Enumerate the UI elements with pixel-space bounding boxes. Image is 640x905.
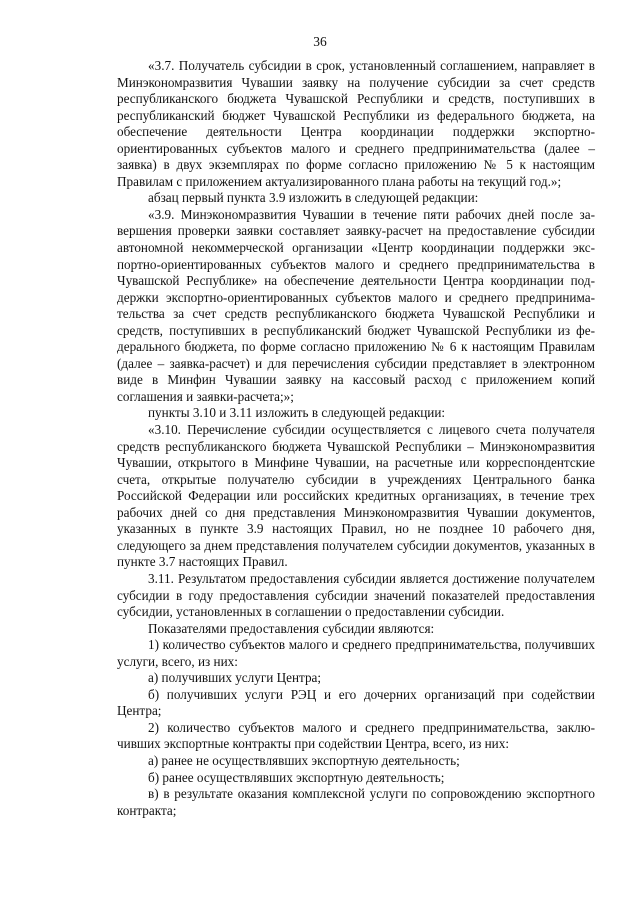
list-item-1: 1) количество субъектов малого и среднего предпринимательства, получивших услуги, всего, из них:	[117, 637, 595, 669]
list-item-1b: б) получивших услуги РЭЦ и его дочерних организаций при содействии Центра;	[117, 686, 595, 719]
list-item-2v: в) в результате оказания комплексной услуги по сопровождению экспортного контракта;	[117, 786, 595, 818]
paragraph-3-11: 3.11. Результатом предоставления субсидии является достижение получателем субсидии в году предоставления субсидии значений показателей предоставления субсидии, установленных в соглашении о предоставлении субсидии.	[117, 570, 595, 620]
document-body	[117, 58, 595, 819]
page-number: 36	[313, 34, 327, 49]
paragraph-amendment-3-9: абзац первый пункта 3.9 изложить в следующей редакции:	[148, 190, 479, 206]
paragraph-indicators-intro: Показателями предоставления субсидии являются:	[148, 620, 435, 636]
paragraph-3-9: «3.9. Минэкономразвития Чувашии в течение пяти рабочих дней после завершения проверки заявки составляет заявку-расчет на предоставление субсидии автономной некоммерческой организации «Центр координации поддержки экспортно-ориентированных субъектов малого и среднего предпринимательства в Чувашской Республике» на обеспечение деятельности Центра координации поддержки экспортно-ориентированных субъектов малого и среднего предпринимательства за счет средств республиканского бюджета Чувашской Республики и средств, поступивших в республиканский бюджет Чувашской Республики из федерального бюджета, по форме согласно приложению № 6 к настоящим Правилам (далее – заявка-расчет) и для перечисления субсидии представляет в электронном виде в Минфин Чувашии заявку на кассовый расход с приложением копий соглашения и заявки-расчета;»;	[117, 206, 595, 404]
list-item-1a: а) получивших услуги Центра;	[148, 670, 322, 686]
list-item-2b: б) ранее осуществлявших экспортную деятельность;	[148, 769, 445, 785]
list-item-2a: а) ранее не осуществлявших экспортную деятельность;	[148, 752, 460, 768]
paragraph-amendment-3-10-3-11: пункты 3.10 и 3.11 изложить в следующей редакции:	[148, 405, 446, 421]
list-item-2: 2) количество субъектов малого и среднего предпринимательства, заключивших экспортные контракты при содействии Центра, всего, из них:	[117, 719, 595, 752]
paragraph-3-10: «3.10. Перечисление субсидии осуществляется с лицевого счета получателя средств республиканского бюджета Чувашской Республики – Минэкономразвития Чувашии, открытого в Минфине Чувашии, на расчетные или корреспондентские счета, открытые получателю субсидии в учреждениях Центрального банка Российской Федерации или российских кредитных организациях, в течение трех рабочих дней со дня представления Минэкономразвития Чувашии документов, указанных в пункте 3.9 настоящих Правил, но не позднее 10 рабочего дня, следующего за днем представления получателем субсидии документов, указанных в пункте 3.7 настоящих Правил.	[117, 422, 595, 570]
paragraph-3-7: «3.7. Получатель субсидии в срок, установленный соглашением, направляет в Минэкономразвития Чувашии заявку на получение субсидии за счет средств республиканского бюджета Чувашской Республики и средств, поступивших в республиканский бюджет Чувашской Республики из федерального бюджета, на обеспечение деятельности Центра координации поддержки экспортно-ориентированных субъектов малого и среднего предпринимательства (далее – заявка) в двух экземплярах по форме согласно приложению № 5 к настоящим Правилам с приложением актуализированного плана работы на текущий год.»;	[117, 58, 595, 189]
